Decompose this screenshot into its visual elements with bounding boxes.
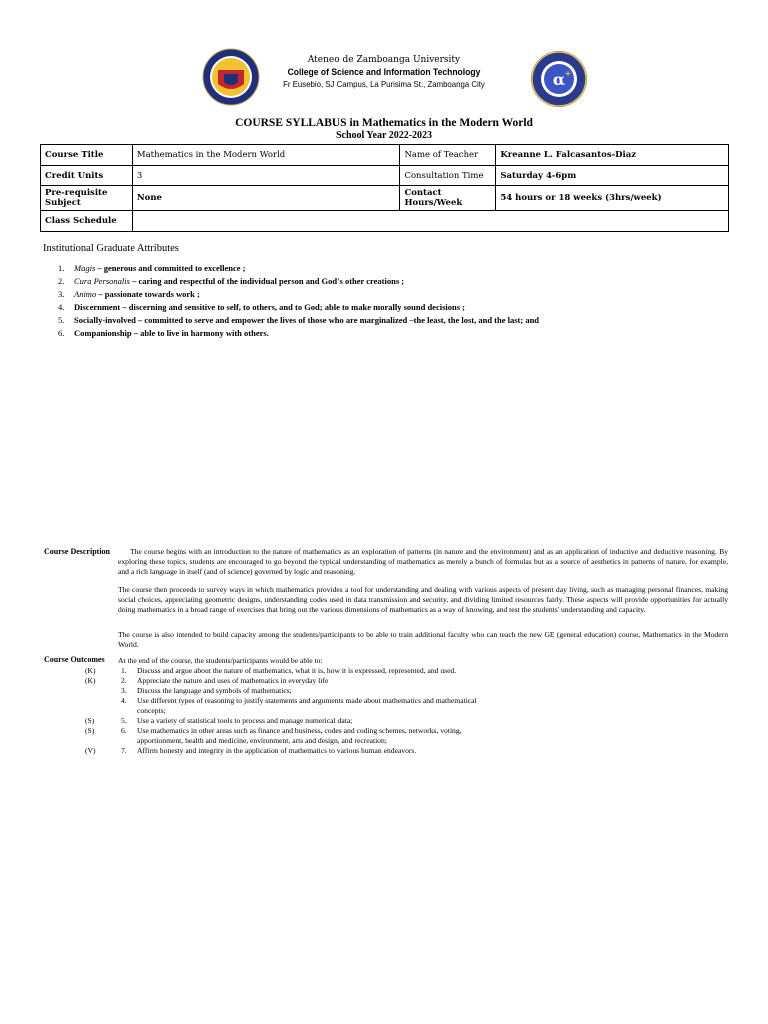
- outcome-text: Use mathematics in other areas such as finance and business, codes and coding schemes, networks, voting, apportionment, health and medicine, environment, arts and design, and recreation;: [137, 726, 462, 745]
- attribute-description: – caring and respectful of the individual person and God's other creations ;: [129, 276, 405, 286]
- school-year: School Year 2022-2023: [335, 130, 433, 141]
- outcome-number: 3.: [121, 686, 127, 695]
- svg-text:α: α: [552, 70, 566, 89]
- outcome-domain: (K): [85, 676, 96, 685]
- list-item: [85, 666, 505, 676]
- teacher-label: Name of Teacher: [400, 145, 496, 166]
- outcome-text: Affirm honesty and integrity in the application of mathematics to various human endeavors.: [137, 746, 417, 755]
- list-item: [85, 746, 505, 756]
- outcome-text: Use different types of reasoning to justify statements and arguments made about mathematics and mathematical concepts;: [137, 696, 477, 715]
- consultation-label: Consultation Time: [400, 166, 496, 186]
- attribute-description: – committed to serve and empower the lives of those who are marginalized –the least, the lost, and the last; and: [135, 315, 540, 325]
- class-schedule-label: Class Schedule: [41, 211, 133, 232]
- list-item: [58, 327, 678, 340]
- item-number: 5.: [58, 315, 65, 325]
- outcome-number: 2.: [121, 676, 127, 685]
- course-outcomes-list: [85, 666, 505, 756]
- outcome-domain: (S): [85, 716, 95, 725]
- contact-hours-value: 54 hours or 18 weeks (3hrs/week): [496, 186, 729, 211]
- outcome-number: 7.: [121, 746, 127, 755]
- outcome-domain: (K): [85, 666, 96, 675]
- attribute-term: Discernment: [74, 302, 121, 312]
- list-item: [85, 696, 505, 716]
- consultation-value: Saturday 4-6pm: [496, 166, 729, 186]
- course-description-paragraph-2: The course then proceeds to survey ways in which mathematics provides a tool for understanding and dealing with various aspects of present day living, such as managing personal finances, making social choices, appreciating geometric designs, understanding codes used in data transmission and security, and dividing limited resources fairly. These aspects will provide opportunities for actually doing mathematics in a broad range of exercises that bring out the various dimensions of mathematics as a way of knowing, and test the students' understanding and capacity.: [118, 585, 728, 614]
- campus-address: Fr Eusebio, SJ Campus, La Purisima St., Zamboanga City: [283, 79, 485, 89]
- outcome-text: Discuss and argue about the nature of mathematics, what it is, how it is expressed, represented, and used.: [137, 666, 457, 675]
- outcome-domain: (V): [85, 746, 96, 755]
- credit-units-value: 3: [132, 166, 400, 186]
- outcome-number: 4.: [121, 696, 127, 705]
- graduate-attributes-list: [58, 262, 678, 340]
- item-number: 2.: [58, 276, 65, 286]
- item-number: 6.: [58, 328, 65, 338]
- course-title-value: Mathematics in the Modern World: [132, 145, 400, 166]
- outcome-text: Use a variety of statistical tools to process and manage numerical data;: [137, 716, 353, 725]
- attribute-term: Companionship: [74, 328, 132, 338]
- list-item: [58, 275, 678, 288]
- outcome-number: 1.: [121, 666, 127, 675]
- course-description-paragraph-1: The course begins with an introduction to the nature of mathematics as an exploration of patterns (in nature and the environment) and as an application of inductive and deductive reasoning. By exploring these topics, students are encouraged to go beyond the typical understanding of mathematics as merely a bunch of formulas but as a source of aesthetics in patterns of nature, for example, and a rich language in itself (and of science) governed by logic and reasoning.: [118, 547, 728, 576]
- department-logo: [530, 50, 588, 108]
- item-number: 4.: [58, 302, 65, 312]
- table-row: [41, 211, 729, 232]
- list-item: [85, 676, 505, 686]
- syllabus-title: COURSE SYLLABUS in Mathematics in the Modern World: [235, 117, 533, 129]
- credit-units-label: Credit Units: [41, 166, 133, 186]
- table-row: [41, 166, 729, 186]
- list-item: [85, 716, 505, 726]
- attribute-description: – passionate towards work ;: [96, 289, 200, 299]
- outcome-domain: [85, 696, 121, 716]
- attribute-term: Socially-involved: [74, 315, 136, 325]
- list-item: [85, 726, 505, 746]
- attribute-term: Animo: [74, 289, 97, 299]
- item-number: 1.: [58, 263, 65, 273]
- list-item: [85, 686, 505, 696]
- course-description-label: Course Description: [44, 547, 110, 556]
- prereq-label: Pre-requisite Subject: [41, 186, 133, 211]
- outcome-text: Appreciate the nature and uses of mathematics in everyday life: [137, 676, 329, 685]
- course-title-label: Course Title: [41, 145, 133, 166]
- list-item: [58, 288, 678, 301]
- graduate-attributes-heading: Institutional Graduate Attributes: [43, 243, 179, 254]
- college-name: College of Science and Information Technology: [287, 67, 481, 78]
- class-schedule-value: [132, 211, 728, 232]
- attribute-description: – able to live in harmony with others.: [131, 328, 269, 338]
- course-info-table: [40, 144, 729, 232]
- table-row: [41, 145, 729, 166]
- university-name: Ateneo de Zamboanga University: [307, 55, 461, 65]
- attribute-description: – generous and committed to excellence ;: [95, 263, 246, 273]
- course-outcomes-intro: At the end of the course, the students/participants would be able to:: [118, 656, 323, 665]
- item-number: 3.: [58, 289, 65, 299]
- list-item: [58, 262, 678, 275]
- table-row: [41, 186, 729, 211]
- course-outcomes-label: Course Outcomes: [44, 655, 105, 664]
- teacher-value: Kreanne L. Falcasantos-Diaz: [496, 145, 729, 166]
- list-item: [58, 314, 678, 327]
- outcome-domain: (S): [85, 726, 95, 735]
- outcome-text: Discuss the language and symbols of mathematics;: [137, 686, 292, 695]
- outcome-number: 6.: [121, 726, 127, 735]
- prereq-value: None: [132, 186, 400, 211]
- list-item: [58, 301, 678, 314]
- svg-text:+: +: [564, 69, 572, 78]
- outcome-domain: [85, 686, 121, 696]
- attribute-term: Cura Personalis: [74, 276, 130, 286]
- contact-hours-label: Contact Hours/Week: [400, 186, 496, 211]
- attribute-description: – discerning and sensitive to self, to others, and to God; able to make morally sound decisions ;: [120, 302, 466, 312]
- course-description-paragraph-3: The course is also intended to build capacity among the students/participants to be able to train additional faculty who can teach the new GE (general education) course, Mathematics in the Modern World.: [118, 630, 728, 649]
- outcome-number: 5.: [121, 716, 127, 725]
- attribute-term: Magis: [74, 263, 96, 273]
